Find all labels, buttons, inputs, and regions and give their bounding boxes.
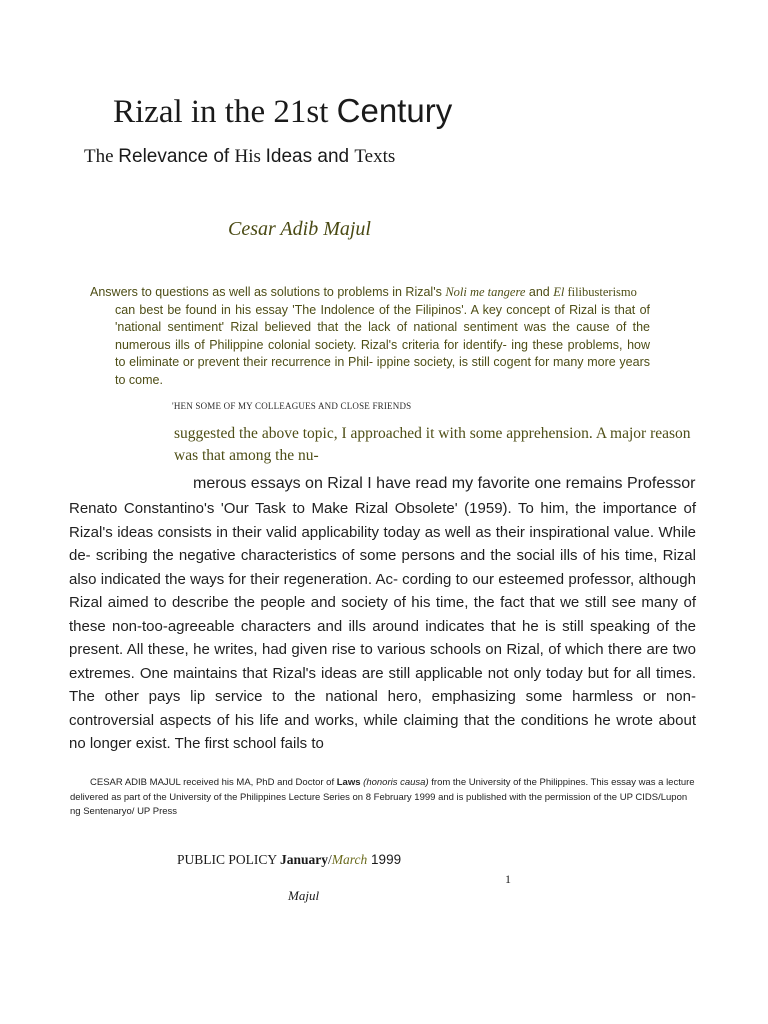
journal-year: 1999 xyxy=(367,852,402,867)
abstract-text: Answers to questions as well as solutions to problems in Rizal's xyxy=(90,285,446,299)
article-subtitle xyxy=(84,146,395,168)
opening-small-caps: 'HEN SOME OF MY COLLEAGUES AND CLOSE FRIENDS xyxy=(172,401,412,411)
title-part-2: Century xyxy=(336,92,453,129)
footnote-laws: Laws xyxy=(336,777,361,788)
intro-paragraph: suggested the above topic, I approached it with some apprehension. A major reason was that among the nu- xyxy=(174,425,691,464)
title-part-1: Rizal in the 21st xyxy=(113,94,337,130)
subtitle-word: Relevance of xyxy=(118,146,235,167)
subtitle-word: Texts xyxy=(354,146,396,167)
article-title xyxy=(113,92,452,131)
page-number: 1 xyxy=(505,872,511,886)
body-paragraph: Renato Constantino's 'Our Task to Make Rizal Obsolete' (1959). To him, the importance of Rizal's ideas consists in their valid applicability today as well as their inspirational value. While de- scribing the negative characteristics of some persons and the social ills of his time, Rizal also indicated the ways for their regeneration. Ac- cording to our esteemed professor, although Rizal aimed to describe the people and society of his time, the fact that we still see many of these non-too-agreeable characters and ills around indicates that he is still speaking of the present. All these, he writes, had given rise to various schools on Rizal, of which there are two extremes. One maintains that Rizal's ideas are still applicable not only today but for all times. The other pays lip service to the national hero, emphasizing some harmless or non-controversial aspects of his life and works, while claiming that the conditions he wrote about no longer exist. The first school fails to xyxy=(69,500,696,752)
abstract-text: filibusterismo xyxy=(564,285,637,299)
journal-month-mar: March xyxy=(331,852,368,867)
author-name: Cesar Adib Majul xyxy=(228,218,371,240)
journal-name: PUBLIC POLICY xyxy=(177,852,281,867)
subtitle-word: Ideas and xyxy=(265,146,355,167)
author-footnote xyxy=(70,776,698,820)
journal-month-jan: January xyxy=(280,852,329,867)
abstract-text: and xyxy=(525,285,554,299)
footnote-text: from the University of the Philippines. This essay was a lecture delivered as part of the University of the Philippines Lecture Series on 8 February 1999 and is published with the permission of the UP CIDS/Lupon ng Sentenaryo/ UP Press xyxy=(70,777,695,817)
footnote-text: CESAR ADIB MAJUL received his MA, PhD and Doctor of xyxy=(90,777,337,788)
journal-footer xyxy=(177,852,401,868)
abstract-body: can best be found in his essay 'The Indolence of the Filipinos'. A key concept of Rizal is that of 'national sentiment' Rizal believed that the lack of national sentiment was the cause of the numerous ills of Philippine colonial society. Rizal's criteria for identify- ing these problems, how to eliminate or prevent their recurrence in Phil- ippine society, is still cogent for many more years to come. xyxy=(115,302,650,387)
running-head: Majul xyxy=(288,888,320,903)
footnote-honoris: (honoris causa) xyxy=(363,777,429,788)
abstract-first-line xyxy=(90,285,637,299)
book-title-noli: Noli me tangere xyxy=(445,285,526,299)
abstract xyxy=(90,284,650,389)
subtitle-word: The xyxy=(84,146,119,167)
intro-continuation: merous essays on Rizal I have read my favorite one remains Professor xyxy=(193,475,696,492)
journal-sep: / xyxy=(328,852,332,867)
book-title-el: El xyxy=(553,285,565,299)
subtitle-word: His xyxy=(234,146,266,167)
